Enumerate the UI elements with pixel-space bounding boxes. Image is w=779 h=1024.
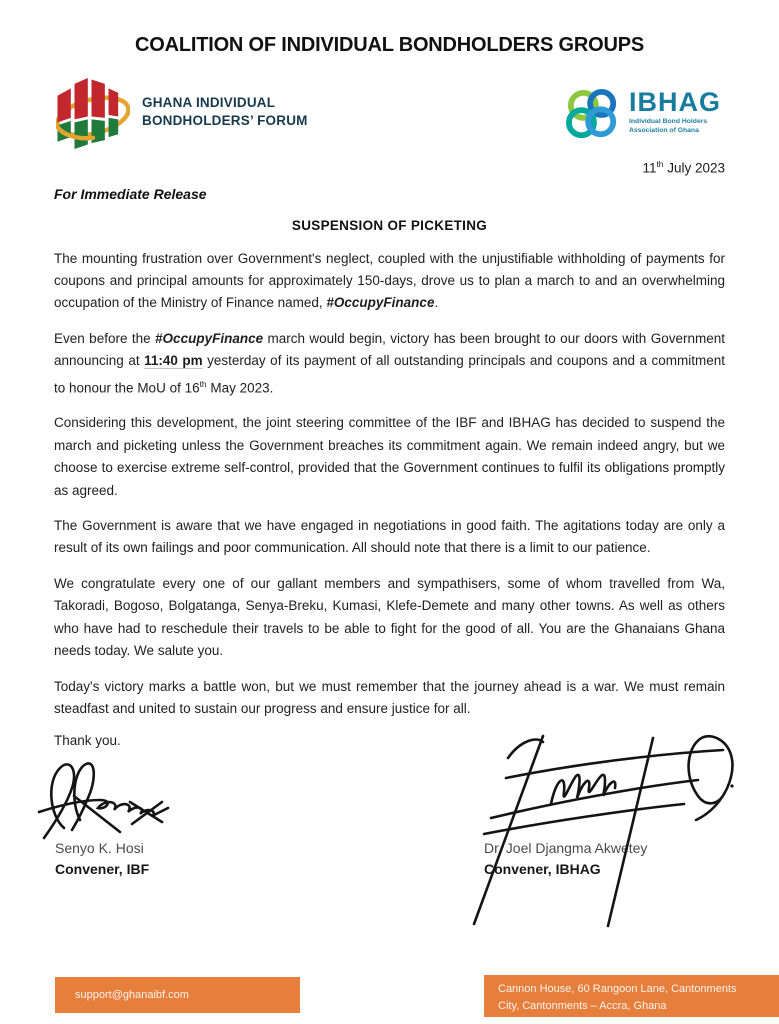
logo-row [0,69,779,155]
footer-address-line2: City, Cantonments – Accra, Ghana [498,999,667,1012]
ibhag-logo [564,89,721,141]
document-headline: SUSPENSION OF PICKETING [291,217,488,233]
ibhag-subtitle-line2: Association of Ghana [629,126,699,134]
signatory-ibhag-name: Dr. Joel Djangma Akwetey [484,840,648,856]
paragraph-6: Today's victory marks a battle won, but we must remember that the journey ahead is a war. We must remain steadfast and united to sustain our progress and ensure justice for all. [54,678,725,716]
footer-email: support@ghanaibf.com [75,989,189,1001]
ibhag-subtitle-line1: Individual Bond Holders [629,118,708,125]
gibf-logo-text [142,94,308,130]
paragraph-3: Considering this development, the joint steering committee of the IBF and IBHAG has decided to suspend the march and picketing unless the Government breaches its commitment again. We remain indeed angry, but we choose to exercise extreme self-control, provided that the Government continues to fulfil its obligations promptly as agreed. [54,415,725,498]
paragraph-4: The Government is aware that we have engaged in negotiations in good faith. The agitations today are only a result of its own failings and poor communication. All should note that there is a limit to our patience. [54,518,725,556]
gibf-logo-line2: BONDHOLDERS’ FORUM [142,113,308,128]
ibhag-logo-text [629,89,721,136]
body-content [0,248,779,721]
signatory-ibhag [484,838,647,880]
signatory-ibf [55,838,149,880]
date: 11th July 2023 [642,159,725,176]
paragraph-2: Even before the #OccupyFinance march would begin, victory has been brought to our doors with Government announcing at 11:40 pm yesterday of its payment of all outstanding principals and coupons and a commitment to honour the MoU of 16th May 2023. [54,330,725,396]
footer-address-line1: Cannon House, 60 Rangoon Lane, Cantonments [498,983,737,995]
signature-ibhag [446,724,748,932]
signatory-ibf-title: Convener, IBF [55,861,150,877]
ibhag-rings-icon [564,89,622,141]
closing-line: Thank you. [54,733,121,749]
gibf-logo [56,70,308,154]
signatory-ibf-name: Senyo K. Hosi [55,840,144,856]
signatory-ibhag-title: Convener, IBHAG [484,861,601,877]
release-line: For Immediate Release [54,185,207,202]
ibhag-acronym: IBHAG [629,87,721,117]
footer-address-box [484,975,779,1017]
footer-email-box [55,977,300,1013]
paragraph-1: The mounting frustration over Government's neglect, coupled with the unjustifiable withholding of payments for coupons and principal amounts for approximately 150-days, drove us to plan a march to and an overwhelming occupation of the Ministry of Finance named, #OccupyFinance. [54,250,725,311]
signature-ibf [34,754,189,846]
gibf-flag-icon [56,70,130,154]
page-title: COALITION OF INDIVIDUAL BONDHOLDERS GROUPS [134,34,645,56]
ibhag-subtitle [629,118,721,136]
gibf-logo-line1: GHANA INDIVIDUAL [142,94,276,110]
paragraph-5: We congratulate every one of our gallant members and sympathisers, some of whom travelled from Wa, Takoradi, Bogoso, Bolgatanga, Senya-Breku, Kumasi, Klefe-Demete and many other towns. As well as others who have had to reschedule their travels to be able to fight for the good of all. You are the Ghanaians Ghana needs today. We salute you. [54,575,725,659]
